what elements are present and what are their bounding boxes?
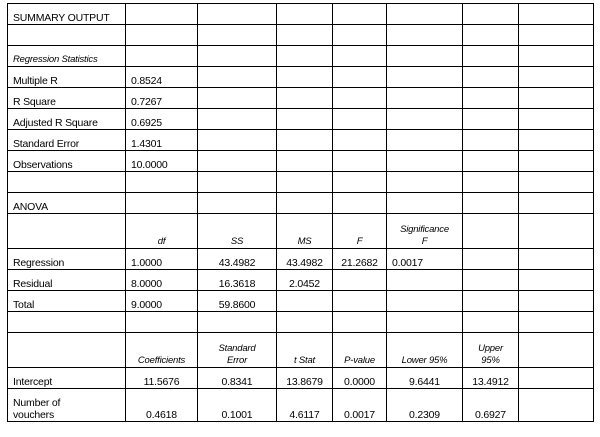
empty-cell[interactable] — [333, 25, 387, 46]
col-header-coefficients[interactable]: Coefficients — [126, 333, 198, 368]
empty-cell[interactable] — [8, 172, 126, 193]
stat-label[interactable]: Multiple R — [8, 67, 126, 88]
empty-cell[interactable] — [198, 130, 277, 151]
anova-row-label[interactable]: Regression — [8, 249, 126, 270]
blank-row — [8, 312, 594, 333]
col-header-standard-error-line2: Error — [226, 355, 248, 366]
standard-error-value[interactable]: 0.8341 — [198, 368, 277, 389]
empty-cell[interactable] — [277, 46, 333, 67]
empty-cell[interactable] — [8, 333, 126, 368]
empty-cell[interactable] — [519, 172, 594, 193]
anova-df[interactable]: 1.0000 — [126, 249, 198, 270]
empty-cell[interactable] — [387, 312, 463, 333]
anova-row — [8, 291, 594, 312]
anova-df[interactable]: 8.0000 — [126, 270, 198, 291]
col-header-f[interactable]: F — [333, 214, 387, 249]
col-header-lower-95[interactable]: Lower 95% — [387, 333, 463, 368]
empty-cell[interactable] — [198, 4, 277, 25]
empty-cell[interactable] — [519, 368, 594, 389]
coefficient-value[interactable]: 0.4618 — [126, 389, 198, 422]
empty-cell[interactable] — [463, 270, 519, 291]
empty-cell[interactable] — [519, 193, 594, 214]
empty-cell[interactable] — [8, 312, 126, 333]
stat-row — [8, 109, 594, 130]
coefficient-value[interactable]: 11.5676 — [126, 368, 198, 389]
col-header-ms[interactable]: MS — [277, 214, 333, 249]
stat-value[interactable]: 0.8524 — [126, 67, 198, 88]
empty-cell[interactable] — [277, 130, 333, 151]
empty-cell[interactable] — [333, 172, 387, 193]
anova-df[interactable]: 9.0000 — [126, 291, 198, 312]
empty-cell[interactable] — [463, 130, 519, 151]
anova-ms[interactable]: 43.4982 — [277, 249, 333, 270]
empty-cell[interactable] — [387, 25, 463, 46]
empty-cell[interactable] — [463, 46, 519, 67]
empty-cell[interactable] — [519, 389, 594, 422]
p-value[interactable]: 0.0000 — [333, 368, 387, 389]
stat-label[interactable]: Adjusted R Square — [8, 109, 126, 130]
blank-row — [8, 25, 594, 46]
empty-cell[interactable] — [333, 67, 387, 88]
anova-ss[interactable]: 43.4982 — [198, 249, 277, 270]
empty-cell[interactable] — [198, 25, 277, 46]
empty-cell[interactable] — [519, 291, 594, 312]
col-header-standard-error[interactable] — [198, 333, 277, 368]
anova-ss[interactable]: 59.8600 — [198, 291, 277, 312]
anova-heading[interactable]: ANOVA — [8, 193, 126, 214]
empty-cell[interactable] — [463, 67, 519, 88]
empty-cell[interactable] — [463, 312, 519, 333]
empty-cell[interactable] — [519, 130, 594, 151]
anova-header-row — [8, 214, 594, 249]
anova-significance[interactable] — [387, 270, 463, 291]
anova-ms[interactable] — [277, 291, 333, 312]
anova-f[interactable]: 21.2682 — [333, 249, 387, 270]
empty-cell[interactable] — [519, 312, 594, 333]
empty-cell[interactable] — [198, 193, 277, 214]
empty-cell[interactable] — [387, 4, 463, 25]
stat-value[interactable]: 10.0000 — [126, 151, 198, 172]
empty-cell[interactable] — [333, 4, 387, 25]
empty-cell[interactable] — [387, 130, 463, 151]
empty-cell[interactable] — [463, 25, 519, 46]
col-header-t-stat[interactable]: t Stat — [277, 333, 333, 368]
empty-cell[interactable] — [277, 4, 333, 25]
col-header-significance-line2: F — [421, 236, 428, 247]
lower-95-value[interactable]: 9.6441 — [387, 368, 463, 389]
stat-value[interactable]: 0.6925 — [126, 109, 198, 130]
col-header-df[interactable]: df — [126, 214, 198, 249]
empty-cell[interactable] — [519, 109, 594, 130]
empty-cell[interactable] — [333, 312, 387, 333]
lower-95-value[interactable]: 0.2309 — [387, 389, 463, 422]
empty-cell[interactable] — [126, 25, 198, 46]
empty-cell[interactable] — [519, 151, 594, 172]
empty-cell[interactable] — [463, 249, 519, 270]
col-header-significance-line1: Significance — [400, 224, 449, 235]
stat-row — [8, 67, 594, 88]
empty-cell[interactable] — [463, 88, 519, 109]
empty-cell[interactable] — [463, 4, 519, 25]
empty-cell[interactable] — [126, 193, 198, 214]
col-header-ss[interactable]: SS — [198, 214, 277, 249]
anova-f[interactable] — [333, 270, 387, 291]
stat-value[interactable]: 0.7267 — [126, 88, 198, 109]
empty-cell[interactable] — [519, 46, 594, 67]
empty-cell[interactable] — [333, 46, 387, 67]
anova-significance[interactable] — [387, 291, 463, 312]
col-header-upper-95-line2: 95% — [481, 355, 500, 366]
empty-cell[interactable] — [519, 4, 594, 25]
empty-cell[interactable] — [519, 249, 594, 270]
empty-cell[interactable] — [519, 25, 594, 46]
t-stat-value[interactable]: 13.8679 — [277, 368, 333, 389]
coefficients-header-row — [8, 333, 594, 368]
coefficient-row-label[interactable]: Intercept — [8, 368, 126, 389]
empty-cell[interactable] — [387, 46, 463, 67]
upper-95-value[interactable]: 13.4912 — [463, 368, 519, 389]
empty-cell[interactable] — [198, 88, 277, 109]
empty-cell[interactable] — [463, 151, 519, 172]
empty-cell[interactable] — [519, 333, 594, 368]
coefficient-row-label[interactable] — [8, 389, 126, 422]
anova-ss[interactable]: 16.3618 — [198, 270, 277, 291]
p-value[interactable]: 0.0017 — [333, 389, 387, 422]
empty-cell[interactable] — [463, 214, 519, 249]
col-header-significance-f[interactable] — [387, 214, 463, 249]
empty-cell[interactable] — [126, 172, 198, 193]
blank-row — [8, 172, 594, 193]
col-header-p-value[interactable]: P-value — [333, 333, 387, 368]
empty-cell[interactable] — [333, 151, 387, 172]
empty-cell[interactable] — [463, 193, 519, 214]
anova-heading-row — [8, 193, 594, 214]
empty-cell[interactable] — [277, 25, 333, 46]
empty-cell[interactable] — [126, 4, 198, 25]
empty-cell[interactable] — [126, 46, 198, 67]
empty-cell[interactable] — [277, 151, 333, 172]
coefficient-row — [8, 389, 594, 422]
col-header-standard-error-line1: Standard — [218, 343, 256, 354]
regression-statistics-heading[interactable]: Regression Statistics — [8, 46, 126, 67]
empty-cell[interactable] — [463, 109, 519, 130]
empty-cell[interactable] — [126, 312, 198, 333]
anova-significance[interactable]: 0.0017 — [387, 249, 463, 270]
empty-cell[interactable] — [333, 88, 387, 109]
stat-label[interactable]: Observations — [8, 151, 126, 172]
regression-statistics-heading-row — [8, 46, 594, 67]
upper-95-value[interactable]: 0.6927 — [463, 389, 519, 422]
empty-cell[interactable] — [277, 67, 333, 88]
empty-cell[interactable] — [8, 25, 126, 46]
empty-cell[interactable] — [519, 67, 594, 88]
empty-cell[interactable] — [198, 312, 277, 333]
coefficient-row-label-line2: vouchers — [13, 409, 55, 421]
t-stat-value[interactable]: 4.6117 — [277, 389, 333, 422]
empty-cell[interactable] — [333, 130, 387, 151]
empty-cell[interactable] — [387, 109, 463, 130]
col-header-upper-95-line1: Upper — [478, 343, 503, 354]
empty-cell[interactable] — [277, 172, 333, 193]
anova-row-label[interactable]: Residual — [8, 270, 126, 291]
empty-cell[interactable] — [198, 109, 277, 130]
empty-cell[interactable] — [277, 193, 333, 214]
empty-cell[interactable] — [519, 214, 594, 249]
empty-cell[interactable] — [8, 214, 126, 249]
empty-cell[interactable] — [333, 193, 387, 214]
anova-row — [8, 270, 594, 291]
stat-row — [8, 151, 594, 172]
anova-row — [8, 249, 594, 270]
regression-summary-table — [7, 3, 594, 422]
empty-cell[interactable] — [277, 109, 333, 130]
summary-title[interactable]: SUMMARY OUTPUT — [8, 4, 126, 25]
empty-cell[interactable] — [387, 151, 463, 172]
empty-cell[interactable] — [519, 88, 594, 109]
coefficient-row — [8, 368, 594, 389]
stat-row — [8, 130, 594, 151]
stat-value[interactable]: 1.4301 — [126, 130, 198, 151]
col-header-upper-95[interactable] — [463, 333, 519, 368]
empty-cell[interactable] — [387, 67, 463, 88]
stat-label[interactable]: R Square — [8, 88, 126, 109]
empty-cell[interactable] — [277, 312, 333, 333]
empty-cell[interactable] — [387, 88, 463, 109]
empty-cell[interactable] — [198, 151, 277, 172]
empty-cell[interactable] — [463, 291, 519, 312]
standard-error-value[interactable]: 0.1001 — [198, 389, 277, 422]
stat-row — [8, 88, 594, 109]
stat-label[interactable]: Standard Error — [8, 130, 126, 151]
anova-row-label[interactable]: Total — [8, 291, 126, 312]
empty-cell[interactable] — [198, 172, 277, 193]
empty-cell[interactable] — [198, 67, 277, 88]
title-row — [8, 4, 594, 25]
empty-cell[interactable] — [387, 172, 463, 193]
empty-cell[interactable] — [333, 109, 387, 130]
anova-f[interactable] — [333, 291, 387, 312]
empty-cell[interactable] — [519, 270, 594, 291]
empty-cell[interactable] — [198, 46, 277, 67]
empty-cell[interactable] — [463, 172, 519, 193]
anova-ms[interactable]: 2.0452 — [277, 270, 333, 291]
coefficient-row-label-line1: Number of — [13, 397, 61, 409]
empty-cell[interactable] — [387, 193, 463, 214]
empty-cell[interactable] — [277, 88, 333, 109]
